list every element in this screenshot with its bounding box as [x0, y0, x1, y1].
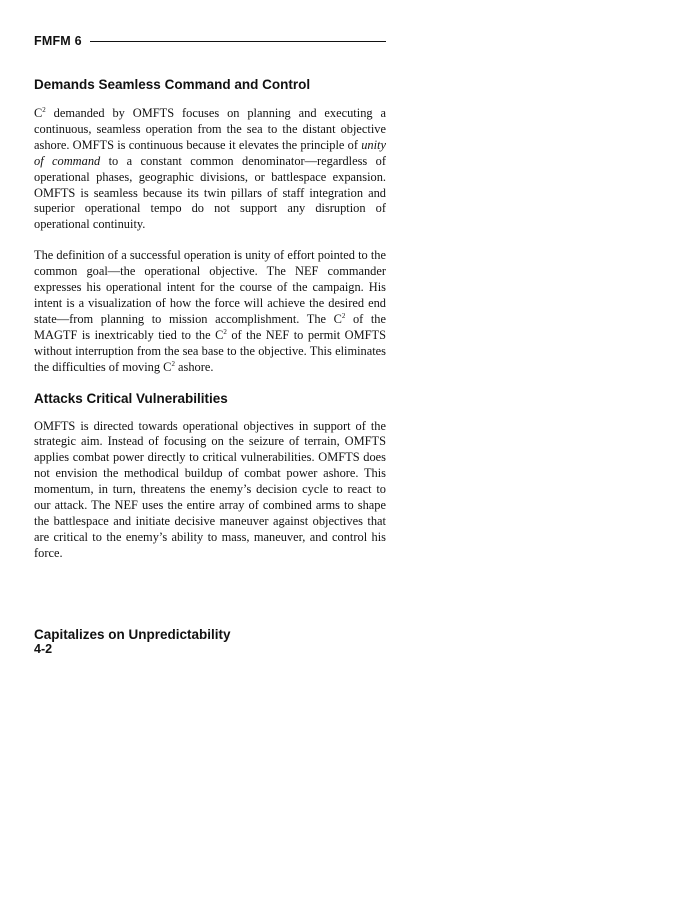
- section-heading-unpredictability: Capitalizes on Unpredictability: [34, 626, 231, 642]
- italic-term: unity of command: [34, 137, 386, 168]
- body-paragraph: The definition of a successful operation is unity of effort pointed to the common goal—the operational objective. The NEF commander expresses his operational intent for the course of the campaign. His intent is a visualization of how the force will achieve the desired end state—from planning to mission accomplishment. The $C^2$ of the MAGTF is inextricably tied to the $C^2$ of the NEF to permit OMFTS without interruption from the sea base to the objective. This eliminates the difficulties of moving $C^2$ ashore.: [34, 248, 387, 374]
- body-paragraph: $C^2$ demanded by OMFTS focuses on planning and executing a continuous, seamless operation from the sea to the distant objective ashore. OMFTS is continuous because it elevates the principle of unity of command to a constant common denominator—regardless of operational phases, geographic divisions, or battlespace expansion. OMFTS is seamless because its twin pillars of staff integration and superior operational tempo do not support any disruption of operational continuity.: [34, 106, 386, 232]
- running-head-rule: [90, 41, 386, 42]
- running-head: [34, 30, 386, 52]
- page-number: 4-2: [34, 642, 53, 656]
- superscript: 2: [341, 311, 346, 320]
- superscript: 2: [42, 106, 46, 114]
- section-heading-critical-vulnerabilities: Attacks Critical Vulnerabilities: [34, 390, 228, 406]
- body-paragraph: OMFTS is directed towards operational objectives in support of the strategic aim. Instead of focusing on the seizure of terrain, OMFTS applies combat power directly to critical vulnerabilities. OMFTS does not envision the methodical buildup of combat power ashore. This momentum, in turn, threatens the enemy’s decision cycle to react to our attack. The NEF uses the entire array of combined arms to shape the battlespace and initiate decisive maneuver against objectives that are critical to the enemy’s ability to mass, maneuver, and control his force.: [34, 418, 386, 560]
- superscript: 2: [223, 327, 227, 336]
- running-head-label: FMFM 6: [34, 34, 82, 48]
- section-heading-seamless-command: Demands Seamless Command and Control: [34, 77, 311, 92]
- page-body: [34, 30, 386, 644]
- superscript: 2: [171, 359, 175, 368]
